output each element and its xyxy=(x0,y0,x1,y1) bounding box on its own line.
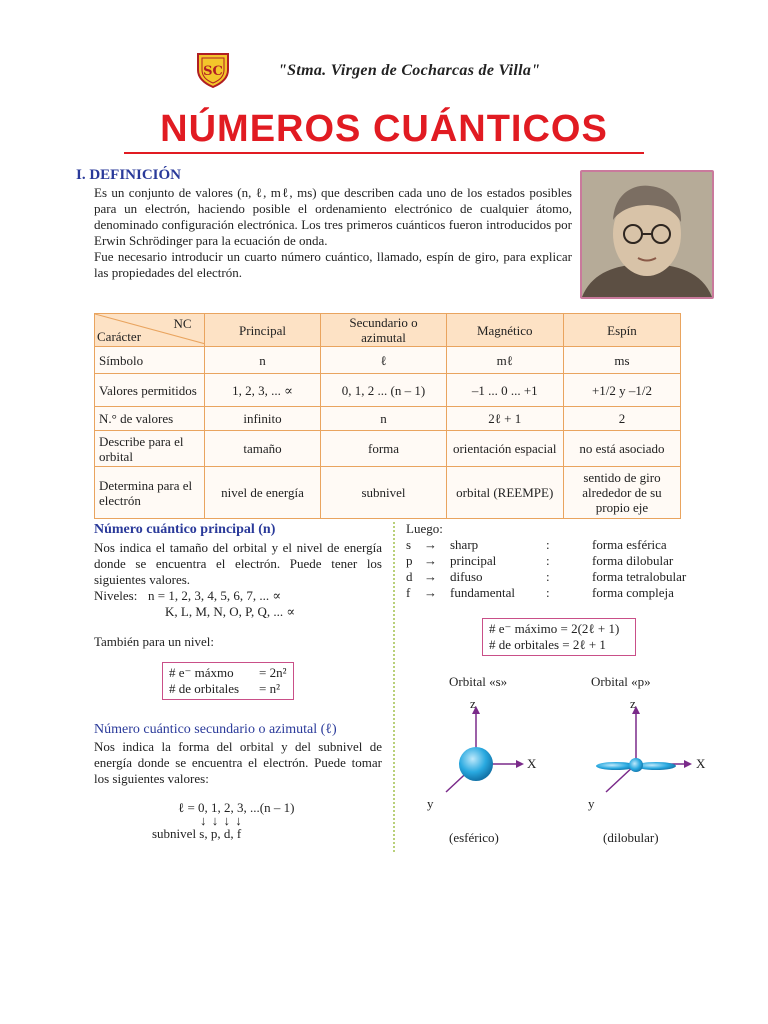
arrow-icon: → xyxy=(424,569,437,584)
list-item xyxy=(406,537,686,553)
table-corner-cell xyxy=(95,314,205,347)
title-underline xyxy=(124,152,644,154)
secondary-formula: ℓ = 0, 1, 2, 3, ...(n – 1) xyxy=(178,800,295,815)
row-label: Determina para el electrón xyxy=(95,467,205,519)
secondary-subnivel: subnivel s, p, d, f xyxy=(152,826,242,841)
table-row xyxy=(95,467,681,519)
table-cell: 0, 1, 2 ... (n – 1) xyxy=(321,374,446,407)
definition-paragraph-2: Fue necesario introducir un cuarto número cuántico, llamado, espín de giro, para explicar las propiedades del electrón. xyxy=(94,249,572,280)
schrodinger-photo xyxy=(580,170,714,299)
table-cell: mℓ xyxy=(446,347,563,374)
subnivel-shape: forma dilobular xyxy=(592,553,674,568)
p-axis-z: z xyxy=(630,696,636,711)
quantum-numbers-table xyxy=(94,313,681,519)
subnivel-name: principal xyxy=(450,553,497,568)
corner-nc: NC xyxy=(173,316,192,331)
subnivel-name: difuso xyxy=(450,569,483,584)
separator: : xyxy=(546,585,550,600)
separator: : xyxy=(546,553,550,568)
table-cell: nivel de energía xyxy=(204,467,321,519)
table-cell: subnivel xyxy=(321,467,446,519)
orbital-p-label: Orbital «p» xyxy=(591,674,651,689)
definition-paragraph-1: Es un conjunto de valores (n, ℓ, mℓ, ms) que describen cada uno de los estados posibles para un electrón, haciendo posible el ordenamiento electrónico de cualquier átomo, denominado configuración electrónica. Los tres primeros cuánticos fueron introducidos por Erwin Schrödinger para la ecuación de onda. xyxy=(94,185,572,248)
corner-caracter: Carácter xyxy=(97,329,142,344)
list-item xyxy=(406,585,686,601)
arrow-icon: → xyxy=(424,537,437,552)
orbital-s-diagram xyxy=(420,696,550,816)
subnivel-shape: forma tetralobular xyxy=(592,569,687,584)
levels-label: Niveles: xyxy=(94,588,138,603)
table-cell: infinito xyxy=(204,407,321,431)
principal-also: También para un nivel: xyxy=(94,634,215,649)
p-axis-x: X xyxy=(696,756,706,771)
table-cell: n xyxy=(204,347,321,374)
subnivel-letter: f xyxy=(406,585,411,600)
table-cell: 2 xyxy=(563,407,680,431)
table-cell: +1/2 y –1/2 xyxy=(563,374,680,407)
subnivel-list xyxy=(406,537,686,601)
row-label: Símbolo xyxy=(95,347,205,374)
p-axis-y: y xyxy=(588,796,595,811)
box-emax-value: = 2n² xyxy=(259,665,287,680)
arrow-icon: → xyxy=(424,553,437,568)
secondary-arrows: ↓ ↓ ↓ ↓ xyxy=(200,813,243,828)
s-axis-x: X xyxy=(527,756,537,771)
box-emax-label: # e⁻ máxmo xyxy=(169,665,234,680)
principal-text: Nos indica el tamaño del orbital y el nivel de energía donde se encuentra el electrón. Puede tener los siguientes valores. xyxy=(94,540,382,587)
table-cell: ℓ xyxy=(321,347,446,374)
subnivel-letter: p xyxy=(406,553,413,568)
header-secundario: Secundario o azimutal xyxy=(321,314,446,347)
s-axis-y: y xyxy=(427,796,434,811)
row-label: Describe para el orbital xyxy=(95,431,205,467)
table-cell: orientación espacial xyxy=(446,431,563,467)
list-item xyxy=(406,553,686,569)
table-header-row xyxy=(95,314,681,347)
subnivel-shape: forma esférica xyxy=(592,537,667,552)
secondary-text: Nos indica la forma del orbital y del subnivel de energía donde se encuentra el electrón. Puede tomar los siguientes valores: xyxy=(94,739,382,786)
box-orbitals-value: = n² xyxy=(259,681,280,696)
subnivel-name: fundamental xyxy=(450,585,515,600)
table-row xyxy=(95,407,681,431)
list-item xyxy=(406,569,686,585)
orbital-p-diagram xyxy=(580,696,710,816)
table-cell: forma xyxy=(321,431,446,467)
levels-n: n = 1, 2, 3, 4, 5, 6, 7, ... ∝ xyxy=(148,588,282,603)
subnivel-letter: s xyxy=(406,537,412,552)
column-divider xyxy=(393,522,395,852)
orbital-s-caption: (esférico) xyxy=(449,830,499,845)
table-cell: 2ℓ + 1 xyxy=(446,407,563,431)
table-cell: –1 ... 0 ... +1 xyxy=(446,374,563,407)
table-row xyxy=(95,347,681,374)
secondary-formula-box xyxy=(482,618,636,656)
arrow-icon: → xyxy=(424,585,437,600)
orbital-p-caption: (dilobular) xyxy=(603,830,659,845)
table-cell: ms xyxy=(563,347,680,374)
principal-heading: Número cuántico principal (n) xyxy=(94,522,276,537)
page-title: NÚMEROS CUÁNTICOS xyxy=(160,108,608,150)
table-cell: no está asociado xyxy=(563,431,680,467)
subnivel-name: sharp xyxy=(450,537,479,552)
secondary-heading: Número cuántico secundario o azimutal (ℓ) xyxy=(94,722,337,737)
header-espin: Espín xyxy=(563,314,680,347)
subnivel-letter: d xyxy=(406,569,413,584)
school-name: "Stma. Virgen de Cocharcas de Villa" xyxy=(278,62,541,79)
s-axis-z: z xyxy=(470,696,476,711)
table-cell: sentido de giro alrededor de su propio eje xyxy=(563,467,680,519)
table-row xyxy=(95,374,681,407)
table-cell: 1, 2, 3, ... ∝ xyxy=(204,374,321,407)
principal-formula-box xyxy=(162,662,294,700)
levels-k: K, L, M, N, O, P, Q, ... ∝ xyxy=(165,604,296,619)
luego-heading: Luego: xyxy=(406,521,443,536)
box-orbitals: # de orbitales = 2ℓ + 1 xyxy=(489,637,606,652)
separator: : xyxy=(546,569,550,584)
table-row xyxy=(95,431,681,467)
svg-text:SC: SC xyxy=(203,64,223,79)
header-magnetico: Magnético xyxy=(446,314,563,347)
separator: : xyxy=(546,537,550,552)
school-logo xyxy=(196,52,230,88)
box-orbitals-label: # de orbitales xyxy=(169,681,240,696)
subnivel-shape: forma compleja xyxy=(592,585,674,600)
orbital-s-label: Orbital «s» xyxy=(449,674,508,689)
row-label: Valores permitidos xyxy=(95,374,205,407)
row-label: N.° de valores xyxy=(95,407,205,431)
box-emax: # e⁻ máximo = 2(2ℓ + 1) xyxy=(489,621,620,636)
table-cell: tamaño xyxy=(204,431,321,467)
header-principal: Principal xyxy=(204,314,321,347)
table-cell: n xyxy=(321,407,446,431)
table-cell: orbital (REEMPE) xyxy=(446,467,563,519)
definition-heading: I. DEFINICIÓN xyxy=(76,167,182,183)
